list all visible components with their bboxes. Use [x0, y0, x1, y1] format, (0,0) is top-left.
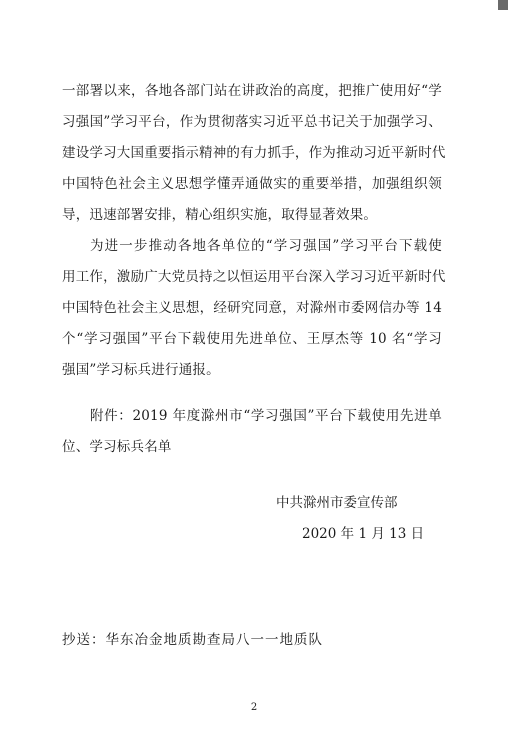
page-number: 2 — [250, 702, 258, 713]
attachment-line-2: 位、学习标兵名单 — [62, 439, 172, 455]
paragraph-2-line-4: 个“学习强国”平台下载使用先进单位、王厚杰等 10 名“学习 — [62, 331, 442, 347]
paragraph-2-line-3: 中国特色社会主义思想，经研究同意，对滁州市委网信办等 14 — [62, 300, 442, 316]
paragraph-1-line-4: 中国特色社会主义思想学懂弄通做实的重要举措，加强组织领 — [62, 176, 442, 192]
cc-line: 抄送：华东冶金地质勘查局八一一地质队 — [62, 632, 323, 648]
issuing-organization: 中共滁州市委宣传部 — [276, 495, 398, 511]
paragraph-1-line-3: 建设学习大国重要指示精神的有力抓手，作为推动习近平新时代 — [62, 145, 446, 161]
paragraph-1-line-5: 导，迅速部署安排，精心组织实施，取得显著效果。 — [62, 207, 378, 223]
issue-date: 2020 年 1 月 13 日 — [302, 526, 425, 542]
paragraph-1-line-2: 习强国”学习平台，作为贯彻落实习近平总书记关于加强学习、 — [62, 114, 442, 130]
paragraph-2-line-5: 强国”学习标兵进行通报。 — [62, 362, 220, 378]
paragraph-1-line-1: 一部署以来，各地各部门站在讲政治的高度，把推广使用好“学 — [62, 83, 442, 99]
page-corner-mark — [498, 0, 508, 10]
attachment-line-1: 附件：2019 年度滁州市“学习强国”平台下载使用先进单 — [90, 408, 442, 424]
paragraph-2-line-2: 用工作，激励广大党员持之以恒运用平台深入学习习近平新时代 — [62, 269, 446, 285]
paragraph-2-line-1: 为进一步推动各地各单位的“学习强国”学习平台下载使 — [90, 238, 442, 254]
